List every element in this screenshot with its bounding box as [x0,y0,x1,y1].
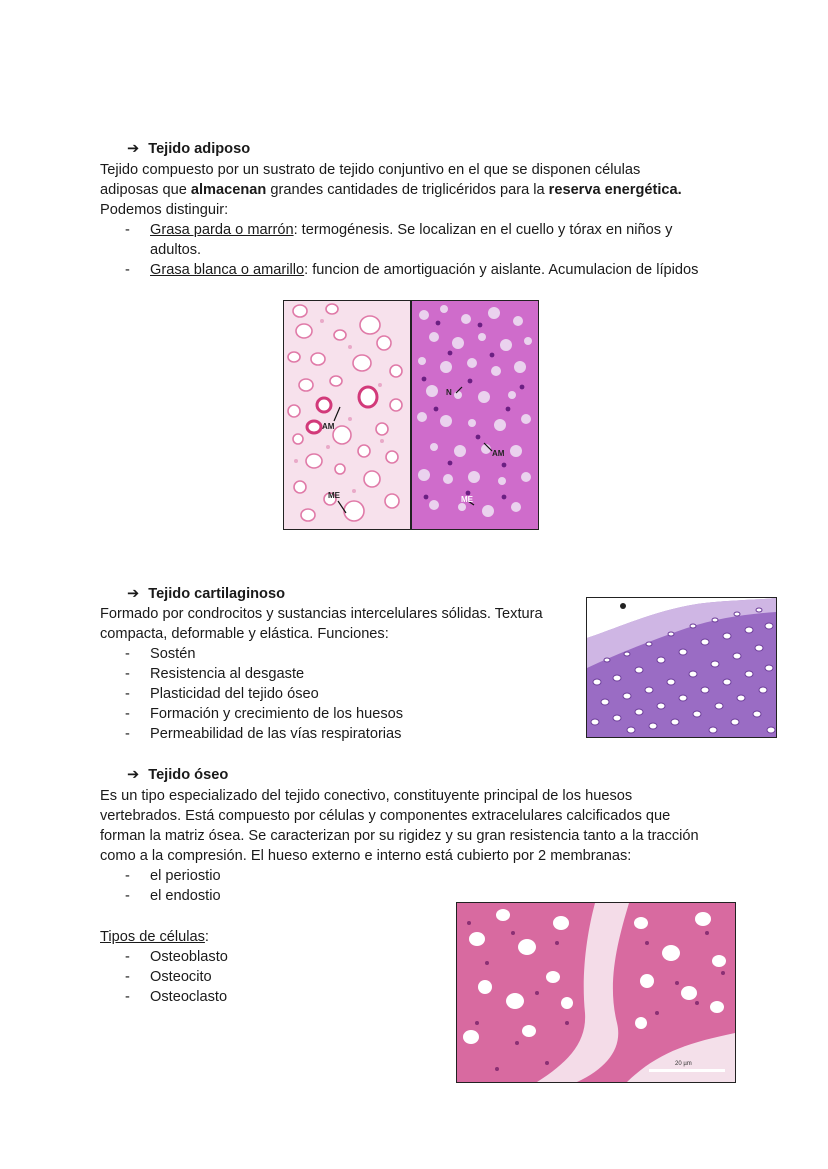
list-bullet: - [125,222,130,238]
list-item: Grasa parda o marrón: termogénesis. Se localizan en el cuello y tórax en niños y [150,222,673,238]
list-bullet: - [125,888,130,904]
cartilaginoso-paragraph-line: Formado por condrocitos y sustancias intercelulares sólidas. Textura [100,606,543,622]
adiposo-paragraph-line: Tejido compuesto por un sustrato de tejido conjuntivo en el que se disponen células [100,162,641,178]
bone-micrograph [456,902,736,1083]
arrow-icon: ➔ [127,586,140,602]
list-item: el endostio [150,888,221,904]
cartilaginoso-heading: ➔ Tejido cartilaginoso [127,586,286,602]
adiposo-paragraph-line: Podemos distinguir: [100,202,229,218]
list-item: el periostio [150,868,221,884]
list-bullet: - [125,262,130,278]
list-bullet: - [125,726,130,742]
list-bullet: - [125,989,130,1005]
list-bullet: - [125,646,130,662]
cartilaginoso-paragraph-line: compacta, deformable y elástica. Funciones: [100,626,389,642]
oseo-paragraph-line: Es un tipo especializado del tejido conectivo, constituyente principal de los huesos [100,788,633,804]
label-me: ME [461,495,473,504]
list-bullet: - [125,686,130,702]
list-item: Permeabilidad de las vías respiratorias [150,726,402,742]
list-bullet: - [125,666,130,682]
cell-types-heading: Tipos de células: [100,929,209,945]
list-item: Plasticidad del tejido óseo [150,686,319,702]
oseo-paragraph-line: forman la matriz ósea. Se caracterizan por su rigidez y su gran resistencia tanto a la tracción [100,828,699,844]
list-item: Sostén [150,646,196,662]
list-item: Grasa blanca o amarillo: funcion de amortiguación y aislante. Acumulacion de lípidos [150,262,699,278]
arrow-icon: ➔ [127,767,140,783]
adiposo-paragraph-line: adiposas que almacenan grandes cantidades de triglicéridos para la reserva energética. [100,182,682,198]
oseo-paragraph-line: como a la compresión. El hueso externo e interno está cubierto por 2 membranas: [100,848,632,864]
list-item: Osteoclasto [150,989,228,1005]
scale-bar-label: 20 µm [675,1061,692,1067]
label-n: N [446,388,452,397]
list-bullet: - [125,949,130,965]
list-item-continuation: adultos. [150,242,202,258]
list-bullet: - [125,706,130,722]
list-item: Osteoblasto [150,949,228,965]
label-am: AM [322,422,335,431]
list-item: Resistencia al desgaste [150,666,305,682]
oseo-heading: ➔ Tejido óseo [127,767,229,783]
list-bullet: - [125,868,130,884]
adiposo-heading: ➔ Tejido adiposo [127,141,251,157]
list-item: Osteocito [150,969,212,985]
white-fat-micrograph [283,300,411,530]
list-bullet: - [125,969,130,985]
cartilage-micrograph [586,597,777,738]
label-me: ME [328,491,340,500]
label-am: AM [492,449,505,458]
brown-fat-micrograph [411,300,539,530]
arrow-icon: ➔ [127,141,140,157]
oseo-paragraph-line: vertebrados. Está compuesto por células y componentes extracelulares calcificados que [100,808,671,824]
list-item: Formación y crecimiento de los huesos [150,706,404,722]
